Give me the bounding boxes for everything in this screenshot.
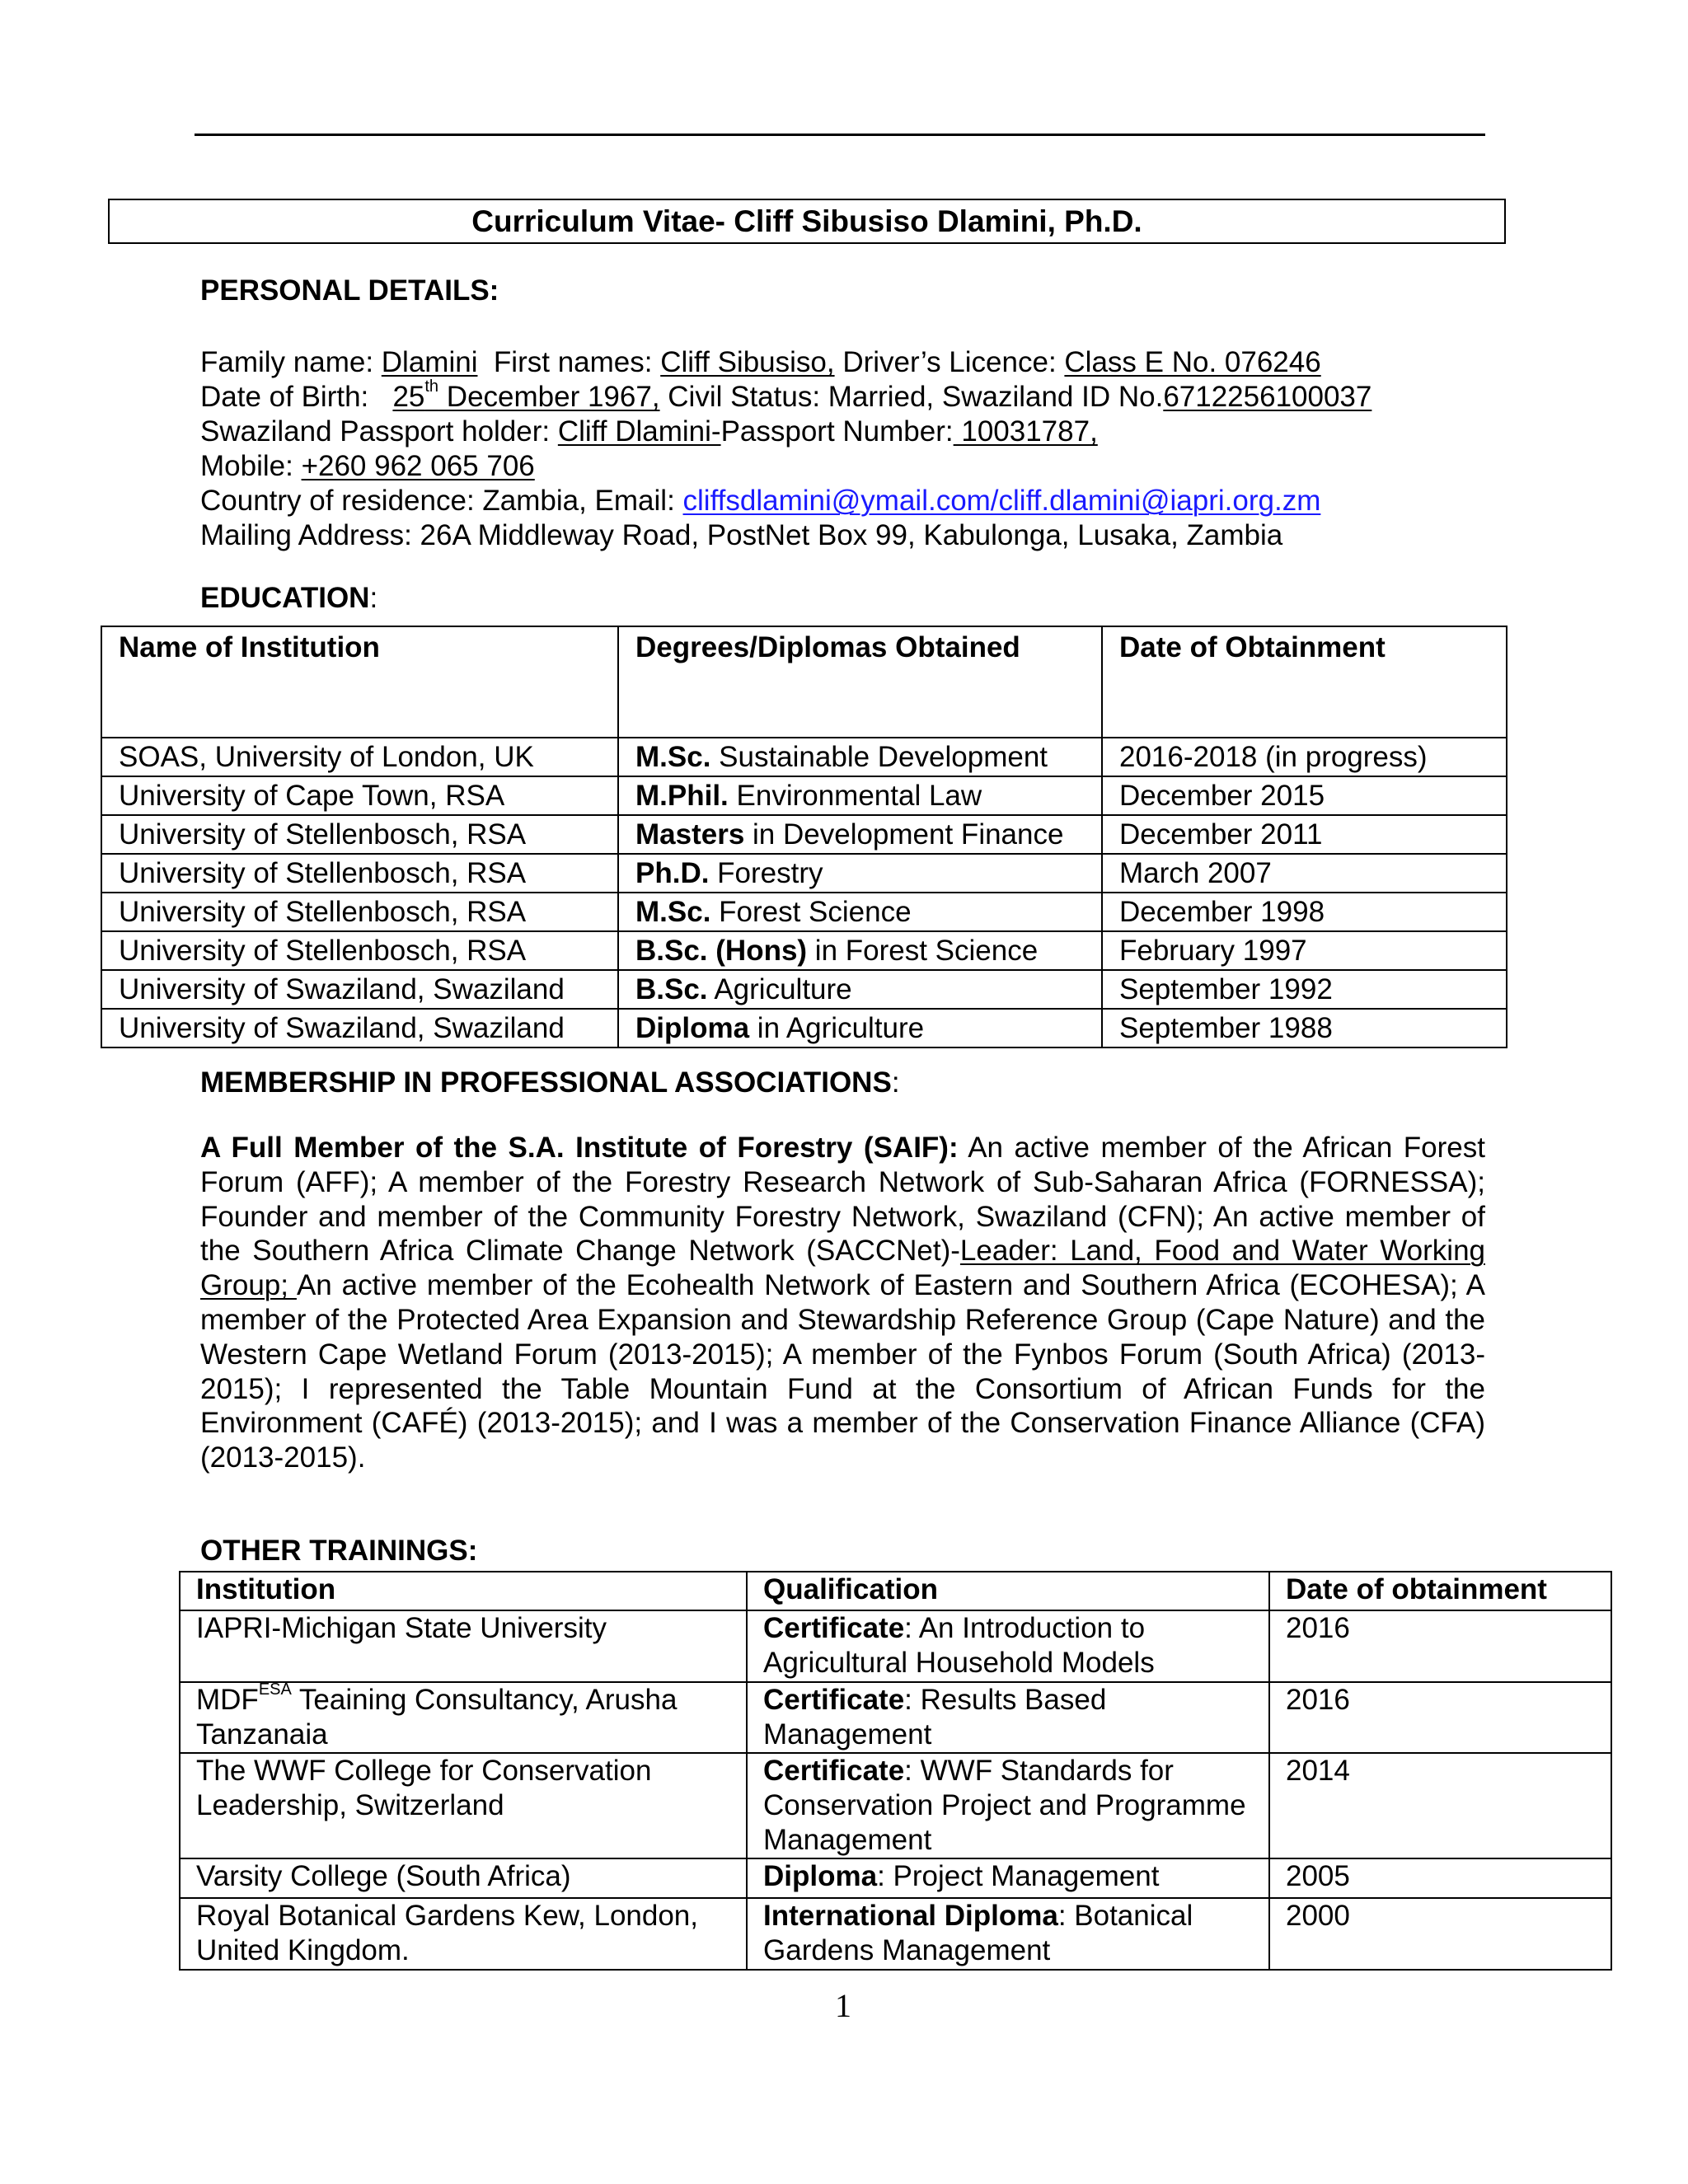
- dob-label: Date of Birth:: [200, 381, 393, 413]
- institution-cell: University of Swaziland, Swaziland: [101, 970, 618, 1009]
- id-number: 6712256100037: [1163, 381, 1372, 413]
- licence-value: Class E No. 076246: [1064, 346, 1321, 378]
- education-header-row: [101, 626, 1507, 738]
- table-row: [101, 738, 1507, 776]
- qualification-type: Certificate: [763, 1684, 905, 1716]
- membership-heading-colon: :: [891, 1066, 900, 1099]
- education-heading: [200, 581, 377, 616]
- page-number: 1: [835, 1987, 851, 2024]
- qualification-title: : Project Management: [877, 1860, 1160, 1892]
- education-heading-text: EDUCATION: [200, 582, 370, 614]
- trainings-col-institution: Institution: [180, 1572, 747, 1610]
- institution-name: MDF: [196, 1684, 259, 1716]
- degree-cell: [618, 815, 1102, 854]
- table-row: [180, 1858, 1611, 1898]
- table-row: [180, 1898, 1611, 1970]
- email-link[interactable]: cliffsdlamini@ymail.com/cliff.dlamini@iapri.org.zm: [682, 485, 1321, 517]
- other-trainings-table: [179, 1571, 1612, 1971]
- degree-field: in Development Finance: [744, 818, 1064, 851]
- qualification-title: : Botanical Gardens Management: [763, 1900, 1193, 1966]
- degree-field: Forestry: [709, 857, 823, 889]
- qualification-cell: [747, 1858, 1269, 1898]
- date-cell: 2016: [1269, 1682, 1611, 1753]
- trainings-col-qualification: Qualification: [747, 1572, 1269, 1610]
- date-cell: September 1988: [1102, 1009, 1507, 1047]
- first-names-value: Cliff Sibusiso,: [660, 346, 835, 378]
- family-name-value: Dlamini: [381, 346, 478, 378]
- dob-day: 25: [392, 381, 425, 413]
- institution-cell: SOAS, University of London, UK: [101, 738, 618, 776]
- mailing-address: Mailing Address: 26A Middleway Road, PostNet Box 99, Kabulonga, Lusaka, Zambia: [200, 519, 1283, 551]
- qualification-title: : Results Based Management: [763, 1684, 1107, 1750]
- date-cell: 2000: [1269, 1898, 1611, 1970]
- dob-value: [392, 377, 660, 413]
- date-cell: February 1997: [1102, 931, 1507, 970]
- dob-suffix: th: [424, 377, 439, 396]
- qualification-cell: [747, 1898, 1269, 1970]
- membership-lead: A Full Member of the S.A. Institute of Forestry (SAIF):: [200, 1132, 959, 1164]
- degree-field: in Agriculture: [749, 1012, 925, 1044]
- degree-cell: [618, 970, 1102, 1009]
- date-cell: December 2015: [1102, 776, 1507, 815]
- date-cell: 2005: [1269, 1858, 1611, 1898]
- personal-line-mobile: [200, 449, 535, 484]
- degree-cell: [618, 738, 1102, 776]
- table-row: [101, 854, 1507, 893]
- education-col-date: Date of Obtainment: [1102, 626, 1507, 738]
- degree-cell: [618, 854, 1102, 893]
- institution-cell: University of Stellenbosch, RSA: [101, 931, 618, 970]
- trainings-col-date: Date of obtainment: [1269, 1572, 1611, 1610]
- institution-cell: University of Stellenbosch, RSA: [101, 815, 618, 854]
- education-col-institution: Name of Institution: [101, 626, 618, 738]
- membership-heading-text: MEMBERSHIP IN PROFESSIONAL ASSOCIATIONS: [200, 1066, 892, 1099]
- residence-label: Country of residence: Zambia, Email:: [200, 485, 683, 517]
- institution-cell: University of Cape Town, RSA: [101, 776, 618, 815]
- membership-heading: [200, 1066, 900, 1100]
- degree-field: Agriculture: [707, 973, 852, 1005]
- degree-type: B.Sc.: [635, 973, 708, 1005]
- institution-cell: University of Stellenbosch, RSA: [101, 854, 618, 893]
- education-heading-colon: :: [369, 582, 378, 614]
- institution-cell: University of Swaziland, Swaziland: [101, 1009, 618, 1047]
- qualification-cell: [747, 1610, 1269, 1682]
- qualification-title: : An Introduction to Agricultural Household Models: [763, 1612, 1155, 1679]
- date-cell: 2016: [1269, 1610, 1611, 1682]
- degree-type: Masters: [635, 818, 745, 851]
- degree-type: Diploma: [635, 1012, 750, 1044]
- table-row: [101, 931, 1507, 970]
- institution-name-rest: Teaining Consultancy, Arusha Tanzanaia: [196, 1684, 678, 1750]
- trainings-header-row: [180, 1572, 1611, 1610]
- table-row: [101, 776, 1507, 815]
- qualification-cell: [747, 1753, 1269, 1858]
- date-cell: 2014: [1269, 1753, 1611, 1858]
- table-row: [101, 815, 1507, 854]
- personal-line-passport: [200, 415, 1098, 449]
- institution-name: Varsity College (South Africa): [196, 1860, 571, 1892]
- degree-cell: [618, 893, 1102, 931]
- licence-label: Driver’s Licence:: [834, 346, 1065, 378]
- qualification-type: Certificate: [763, 1755, 905, 1787]
- degree-type: M.Sc.: [635, 896, 711, 928]
- membership-leader-role: Leader: Land, Food and Water Working Group;: [200, 1235, 1485, 1302]
- qualification-type: International Diploma: [763, 1900, 1058, 1932]
- membership-text-2: An active member of the Ecohealth Network of Eastern and Southern Africa (ECOHESA); A member of the Protected Area Expansion and Stewardship Reference Group (Cape Nature) and the Western Cape Wetland Forum (2013-2015); A member of the Fynbos Forum (South Africa) (2013-2015); I represented the Table Mountain Fund at the Consortium of African Funds for the Environment (CAFÉ) (2013-2015); and I was a member of the Conservation Finance Alliance (CFA) (2013-2015).: [200, 1269, 1485, 1474]
- degree-type: M.Sc.: [635, 741, 711, 773]
- institution-name: Royal Botanical Gardens Kew, London, United Kingdom.: [196, 1900, 698, 1966]
- institution-cell: [180, 1898, 747, 1970]
- membership-text-1: An active member of the African Forest Forum (AFF); A member of the Forestry Research Network of Sub-Saharan Africa (FORNESSA); Founder and member of the Community Forestry Network, Swaziland (CFN); An active member of the Southern Africa Climate Change Network (SACCNet)-: [200, 1132, 1485, 1268]
- membership-paragraph: [200, 1131, 1485, 1475]
- header-rule: [195, 134, 1485, 136]
- qualification-type: Certificate: [763, 1612, 905, 1644]
- qualification-type: Diploma: [763, 1860, 878, 1892]
- qualification-title: : WWF Standards for Conservation Project and Programme Management: [763, 1755, 1246, 1856]
- date-cell: December 2011: [1102, 815, 1507, 854]
- date-cell: 2016-2018 (in progress): [1102, 738, 1507, 776]
- table-row: [101, 970, 1507, 1009]
- degree-type: B.Sc. (Hons): [635, 935, 808, 967]
- passport-number-label: Passport Number:: [720, 415, 954, 448]
- date-cell: March 2007: [1102, 854, 1507, 893]
- institution-cell: [180, 1682, 747, 1753]
- first-names-label: First names:: [477, 346, 661, 378]
- table-row: [180, 1753, 1611, 1858]
- degree-type: M.Phil.: [635, 780, 729, 812]
- degree-cell: [618, 1009, 1102, 1047]
- personal-line-residence: [200, 484, 1320, 518]
- degree-type: Ph.D.: [635, 857, 710, 889]
- institution-cell: University of Stellenbosch, RSA: [101, 893, 618, 931]
- education-table: [101, 626, 1507, 1048]
- other-trainings-heading: OTHER TRAININGS:: [200, 1535, 478, 1567]
- table-row: [180, 1682, 1611, 1753]
- passport-holder: Cliff Dlamini-: [557, 415, 721, 448]
- degree-cell: [618, 776, 1102, 815]
- mobile-label: Mobile:: [200, 450, 302, 482]
- table-row: [101, 1009, 1507, 1047]
- education-col-degrees: Degrees/Diplomas Obtained: [618, 626, 1102, 738]
- institution-name: IAPRI-Michigan State University: [196, 1612, 607, 1644]
- family-name-label: Family name:: [200, 346, 382, 378]
- passport-label: Swaziland Passport holder:: [200, 415, 558, 448]
- degree-cell: [618, 931, 1102, 970]
- institution-name: The WWF College for Conservation Leadership, Switzerland: [196, 1755, 652, 1821]
- date-cell: December 1998: [1102, 893, 1507, 931]
- institution-cell: [180, 1858, 747, 1898]
- personal-details-heading: PERSONAL DETAILS:: [200, 274, 499, 307]
- passport-number: 10031787,: [953, 415, 1098, 448]
- mobile-value: +260 962 065 706: [301, 450, 535, 482]
- dob-rest: December 1967,: [438, 381, 660, 413]
- degree-field: Sustainable Development: [710, 741, 1048, 773]
- table-row: [101, 893, 1507, 931]
- date-cell: September 1992: [1102, 970, 1507, 1009]
- degree-field: Environmental Law: [728, 780, 982, 812]
- institution-cell: [180, 1753, 747, 1858]
- document-title: Curriculum Vitae- Cliff Sibusiso Dlamini, Ph.D.: [471, 204, 1142, 238]
- institution-superscript: ESA: [258, 1680, 292, 1699]
- table-row: [180, 1610, 1611, 1682]
- degree-field: Forest Science: [710, 896, 912, 928]
- personal-line-dob: [200, 377, 1372, 415]
- civil-status: Civil Status: Married, Swaziland ID No.: [659, 381, 1164, 413]
- degree-field: in Forest Science: [807, 935, 1039, 967]
- qualification-cell: [747, 1682, 1269, 1753]
- institution-cell: [180, 1610, 747, 1682]
- title-box: [108, 199, 1506, 244]
- personal-line-names: [200, 345, 1321, 380]
